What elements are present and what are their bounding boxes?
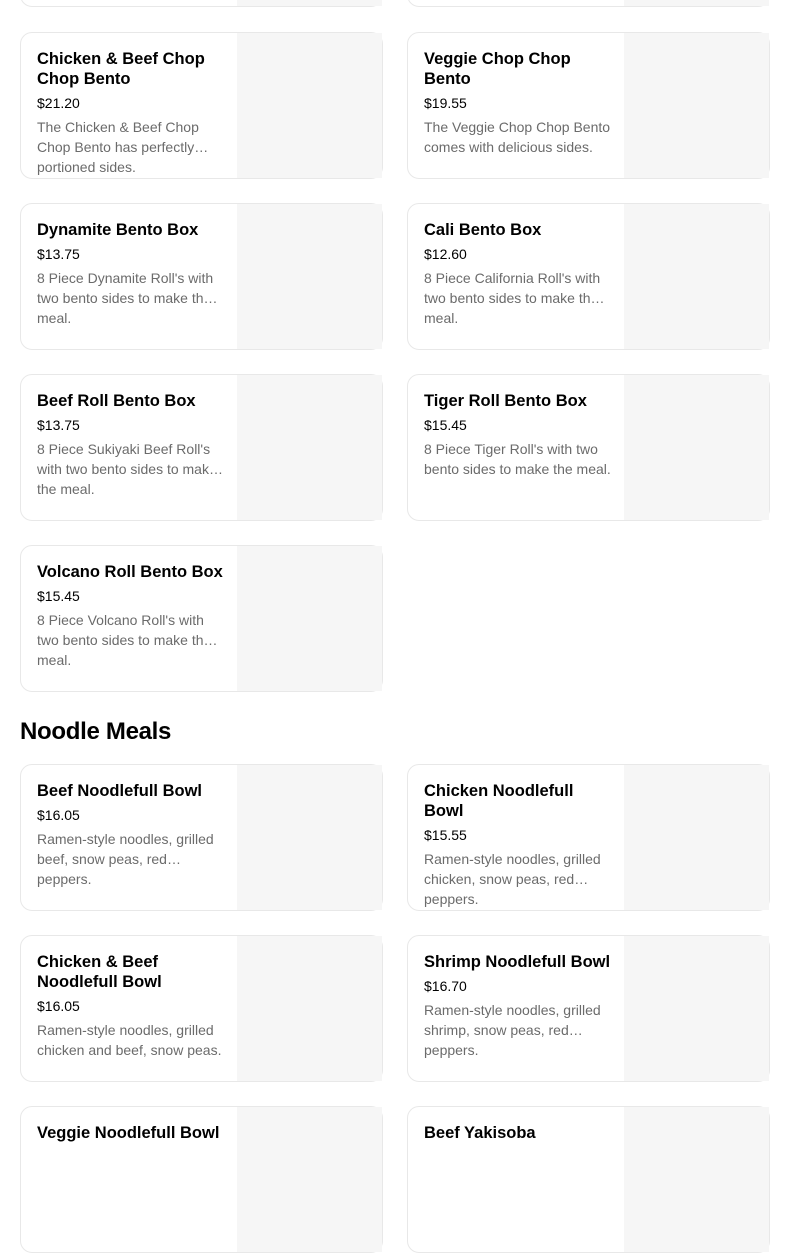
item-image xyxy=(237,204,382,349)
item-price: $13.75 xyxy=(37,246,80,262)
item-description: The Chicken & Beef Chop Chop Bento has perfectly portioned sides. xyxy=(37,119,199,175)
item-description: The Veggie Chop Chop Bento comes with delicious sides. xyxy=(424,119,611,155)
item-price: $16.05 xyxy=(37,807,80,823)
menu-item-card[interactable] xyxy=(407,0,770,7)
menu-item-card[interactable] xyxy=(407,374,770,521)
section-title-noodle-meals: Noodle Meals xyxy=(20,718,172,745)
item-name: Cali Bento Box xyxy=(424,221,542,239)
item-name: Veggie Noodlefull Bowl xyxy=(37,1124,220,1142)
item-name: Veggie Chop Chop Bento xyxy=(424,50,571,88)
item-image xyxy=(237,0,382,6)
item-image xyxy=(624,1107,769,1252)
item-image xyxy=(624,33,769,178)
item-image xyxy=(237,936,382,1081)
item-description: Ramen-style noodles, grilled shrimp, snow peas, red peppers. xyxy=(424,1002,601,1058)
item-name: Beef Roll Bento Box xyxy=(37,392,196,410)
item-description: Ramen-style noodles, grilled beef, snow peas, red peppers. xyxy=(37,831,214,887)
item-name: Beef Noodlefull Bowl xyxy=(37,782,202,800)
menu-item-card[interactable] xyxy=(20,203,383,350)
item-image xyxy=(237,546,382,691)
item-name: Beef Yakisoba xyxy=(424,1124,536,1142)
menu-item-card[interactable] xyxy=(20,1106,383,1253)
item-price: $15.45 xyxy=(424,417,467,433)
item-description: 8 Piece Tiger Roll's with two bento sides to make the meal. xyxy=(424,441,611,477)
item-description: 8 Piece Sukiyaki Beef Roll's with two bento sides to make the meal. xyxy=(37,441,217,497)
item-image xyxy=(237,33,382,178)
item-name: Chicken & Beef Chop Chop Bento xyxy=(37,50,205,88)
item-name: Chicken & Beef Noodlefull Bowl xyxy=(37,953,162,991)
item-image xyxy=(624,375,769,520)
item-image xyxy=(624,204,769,349)
item-price: $15.45 xyxy=(37,588,80,604)
item-price: $16.05 xyxy=(37,998,80,1014)
item-price: $12.60 xyxy=(424,246,467,262)
item-image xyxy=(624,936,769,1081)
item-image xyxy=(237,765,382,910)
menu-item-card[interactable] xyxy=(20,32,383,179)
item-price: $13.75 xyxy=(37,417,80,433)
item-image xyxy=(237,1107,382,1252)
menu-item-card[interactable] xyxy=(20,764,383,911)
menu-item-card[interactable] xyxy=(20,0,383,7)
item-description: Ramen-style noodles, grilled chicken and beef, snow peas. xyxy=(37,1022,222,1058)
item-price: $15.55 xyxy=(424,827,467,843)
menu-item-card[interactable] xyxy=(407,764,770,911)
menu-item-card[interactable] xyxy=(407,1106,770,1253)
item-image xyxy=(624,765,769,910)
menu-item-card[interactable] xyxy=(20,545,383,692)
item-description: 8 Piece California Roll's with two bento sides to make the meal. xyxy=(424,270,601,326)
item-name: Shrimp Noodlefull Bowl xyxy=(424,953,611,971)
item-description: 8 Piece Dynamite Roll's with two bento sides to make the meal. xyxy=(37,270,214,326)
item-price: $19.55 xyxy=(424,95,467,111)
item-name: Dynamite Bento Box xyxy=(37,221,199,239)
menu-item-card[interactable] xyxy=(20,935,383,1082)
item-price: $21.20 xyxy=(37,95,80,111)
item-image xyxy=(237,375,382,520)
item-description: 8 Piece Volcano Roll's with two bento sides to make the meal. xyxy=(37,612,212,668)
menu-item-card[interactable] xyxy=(407,203,770,350)
item-name: Chicken Noodlefull Bowl xyxy=(424,782,574,820)
menu-item-card[interactable] xyxy=(407,32,770,179)
item-description: Ramen-style noodles, grilled chicken, snow peas, red peppers. xyxy=(424,851,601,907)
item-price: $16.70 xyxy=(424,978,467,994)
item-name: Tiger Roll Bento Box xyxy=(424,392,587,410)
item-image xyxy=(624,0,769,6)
menu-item-card[interactable] xyxy=(407,935,770,1082)
item-name: Volcano Roll Bento Box xyxy=(37,563,223,581)
menu-item-card[interactable] xyxy=(20,374,383,521)
